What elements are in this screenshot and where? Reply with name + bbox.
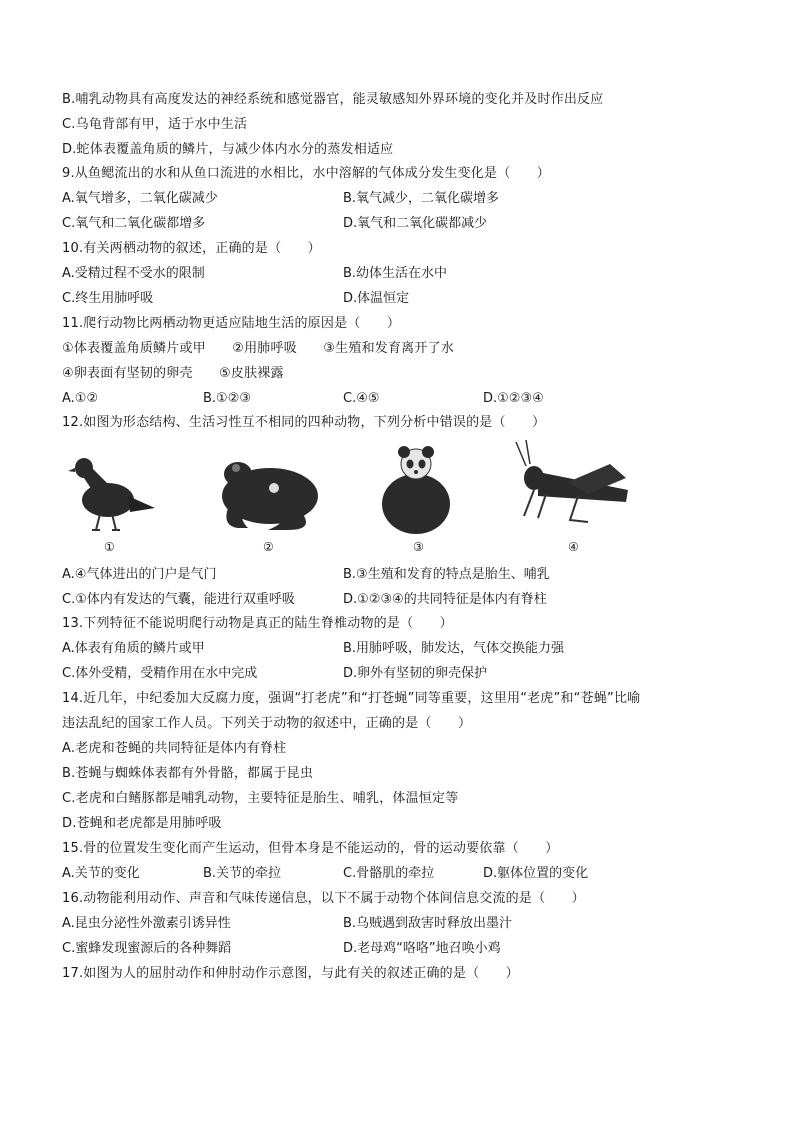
q11-stem: 11.爬行动物比两栖动物更适应陆地生活的原因是（ ） [62,316,401,331]
figure-label-3: ③ [413,540,424,554]
q8-option-b: B.哺乳动物具有高度发达的神经系统和感觉器官，能灵敏感知外界环境的变化并及时作出反应 [62,92,604,107]
figure-label-2: ② [263,540,274,554]
figure-label-4: ④ [568,540,579,554]
q16-option-c: C.蜜蜂发现蜜源后的各种舞蹈 [62,941,232,956]
q8-option-d: D.蛇体表覆盖角质的鳞片，与减少体内水分的蒸发相适应 [62,142,394,157]
q12-option-b: B.③生殖和发育的特点是胎生、哺乳 [343,567,550,582]
q11-option-a: A.①② [62,391,99,406]
figure-label-1: ① [104,540,115,554]
q13-option-a: A.体表有角质的鳞片或甲 [62,641,205,656]
q14-option-d: D.苍蝇和老虎都是用肺呼吸 [62,816,222,831]
q16-option-b: B.乌贼遇到敌害时释放出墨汁 [343,916,513,931]
q9-option-b: B.氧气减少，二氧化碳增多 [343,191,500,206]
q13-stem: 13.下列特征不能说明爬行动物是真正的陆生脊椎动物的是（ ） [62,616,453,631]
panda-image [372,438,462,538]
grasshopper-image [508,438,638,538]
q10-option-d: D.体温恒定 [343,291,410,306]
q15-stem: 15.骨的位置发生变化而产生运动，但骨本身是不能运动的，骨的运动要依靠（ ） [62,841,559,856]
q17-stem: 17.如图为人的屈肘动作和伸肘动作示意图，与此有关的叙述正确的是（ ） [62,966,519,981]
q9-option-a: A.氧气增多，二氧化碳减少 [62,191,218,206]
q9-option-d: D.氧气和二氧化碳都减少 [343,216,488,231]
q11-option-d: D.①②③④ [483,391,544,406]
q10-option-a: A.受精过程不受水的限制 [62,266,205,281]
q11-option-c: C.④⑤ [343,391,380,406]
pigeon-image [60,438,160,538]
frog-image [208,438,328,538]
q12-option-c: C.①体内有发达的气囊，能进行双重呼吸 [62,592,295,607]
q10-option-b: B.幼体生活在水中 [343,266,448,281]
q11-option-b: B.①②③ [203,391,252,406]
q10-stem: 10.有关两栖动物的叙述，正确的是（ ） [62,241,321,256]
q14-stem-1: 14.近几年，中纪委加大反腐力度，强调“打老虎”和“打苍蝇”同等重要，这里用“老虎”和“苍蝇”比喻 [62,691,641,706]
q9-option-c: C.氧气和二氧化碳都增多 [62,216,206,231]
q15-option-c: C.骨骼肌的牵拉 [343,866,435,881]
q14-stem-2: 违法乱纪的国家工作人员。下列关于动物的叙述中，正确的是（ ） [62,716,472,731]
q16-option-a: A.昆虫分泌性外激素引诱异性 [62,916,231,931]
q10-option-c: C.终生用肺呼吸 [62,291,154,306]
q15-option-b: B.关节的牵拉 [203,866,282,881]
q14-option-c: C.老虎和白鳍豚都是哺乳动物，主要特征是胎生、哺乳，体温恒定等 [62,791,459,806]
q14-option-b: B.苍蝇与蜘蛛体表都有外骨骼，都属于昆虫 [62,766,314,781]
q14-option-a: A.老虎和苍蝇的共同特征是体内有脊柱 [62,741,287,756]
q9-stem: 9.从鱼鳃流出的水和从鱼口流进的水相比，水中溶解的气体成分发生变化是（ ） [62,166,551,181]
q12-stem: 12.如图为形态结构、生活习性互不相同的四种动物，下列分析中错误的是（ ） [62,415,546,430]
q11-statements-1: ①体表覆盖角质鳞片或甲 ②用肺呼吸 ③生殖和发育离开了水 [62,341,454,356]
q13-option-d: D.卵外有坚韧的卵壳保护 [343,666,488,681]
q8-option-c: C.乌龟背部有甲，适于水中生活 [62,117,248,132]
q12-option-d: D.①②③④的共同特征是体内有脊柱 [343,592,547,607]
q11-statements-2: ④卵表面有坚韧的卵壳 ⑤皮肤裸露 [62,366,284,381]
q15-option-d: D.躯体位置的变化 [483,866,589,881]
q16-stem: 16.动物能利用动作、声音和气味传递信息，以下不属于动物个体间信息交流的是（ ） [62,891,585,906]
q12-option-a: A.④气体进出的门户是气门 [62,567,217,582]
q16-option-d: D.老母鸡“咯咯”地召唤小鸡 [343,941,501,956]
q13-option-c: C.体外受精，受精作用在水中完成 [62,666,258,681]
q13-option-b: B.用肺呼吸，肺发达，气体交换能力强 [343,641,565,656]
q15-option-a: A.关节的变化 [62,866,140,881]
